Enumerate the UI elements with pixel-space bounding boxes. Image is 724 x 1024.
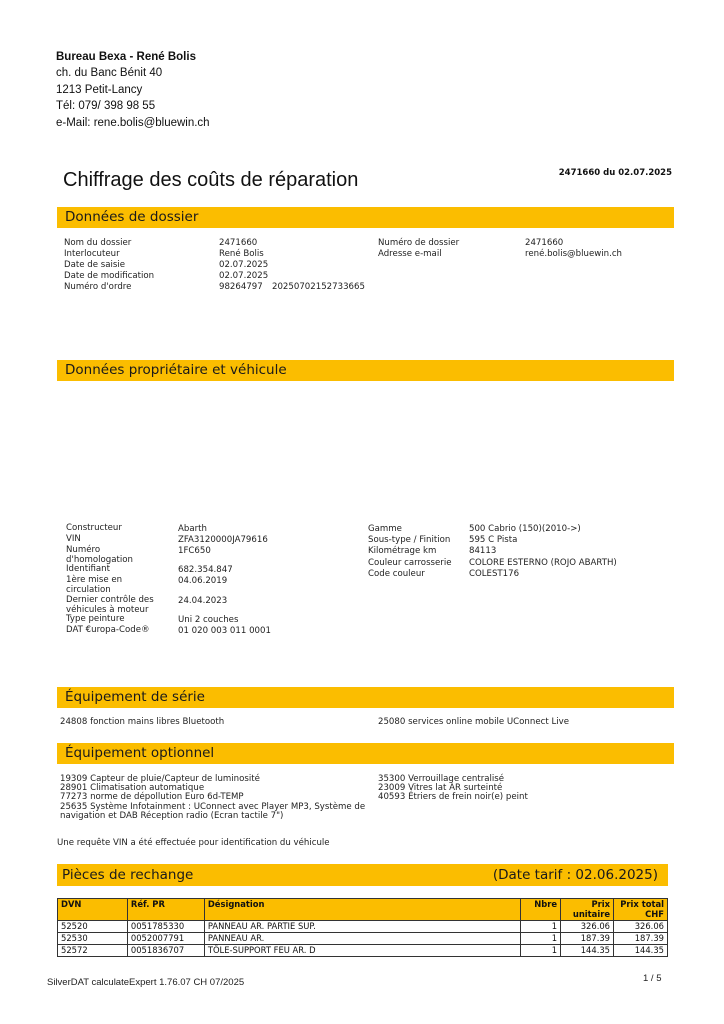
cell-prix-total: 326.06 xyxy=(614,921,668,933)
section-equipement-optionnel-heading: Équipement optionnel xyxy=(57,743,674,764)
field-value: 02.07.2025 xyxy=(219,260,269,270)
field-label: Date de modification xyxy=(64,271,155,281)
column-header-dvn: DVN xyxy=(58,899,128,921)
equipement-optionnel-right xyxy=(378,775,528,803)
field-value: 24.04.2023 xyxy=(178,596,228,606)
cell-prix-unitaire: 144.35 xyxy=(561,945,614,957)
column-header-ref: Réf. PR xyxy=(127,899,204,921)
field-value: 84113 xyxy=(469,546,497,556)
equipement-optionnel-item: 28901 Climatisation automatique xyxy=(60,783,205,794)
field-value: Uni 2 couches xyxy=(178,615,239,625)
column-header-prix-total xyxy=(614,899,668,921)
cell-designation: PANNEAU AR. PARTIE SUP. xyxy=(204,921,520,933)
header-line: Prix total xyxy=(620,899,664,909)
field-label: Identifiant xyxy=(66,564,110,574)
letterhead xyxy=(56,49,210,131)
field-value: rené.bolis@bluewin.ch xyxy=(525,249,622,259)
field-value: 01 020 003 011 0001 xyxy=(178,626,271,636)
field-label: Sous-type / Finition xyxy=(368,535,451,545)
cell-ref: 0051836707 xyxy=(127,945,204,957)
equipement-serie-item: 25080 services online mobile UConnect Live xyxy=(378,717,569,727)
section-pieces-heading xyxy=(57,864,668,886)
field-value: 2471660 xyxy=(525,238,564,248)
cell-prix-unitaire: 187.39 xyxy=(561,933,614,945)
cell-designation: TÔLE-SUPPORT FEU AR. D xyxy=(204,945,520,957)
field-label: DAT €uropa-Code® xyxy=(66,625,150,635)
field-label: Constructeur xyxy=(66,523,122,533)
field-value-secondary: 20250702152733665 xyxy=(272,282,365,292)
field-value: COLORE ESTERNO (ROJO ABARTH) xyxy=(469,558,617,568)
section-vehicle-heading: Données propriétaire et véhicule xyxy=(57,360,674,381)
equipement-optionnel-item: navigation et DAB Réception radio (Ecran tactile 7") xyxy=(60,810,284,821)
header-line: Prix xyxy=(591,899,611,909)
document-reference: 2471660 du 02.07.2025 xyxy=(558,168,672,178)
field-label: Numéro de dossier xyxy=(378,238,460,248)
address-city: 1213 Petit-Lancy xyxy=(56,83,143,96)
field-label: Dernier contrôle des véhicules à moteur xyxy=(66,595,154,615)
address-street: ch. du Banc Bénit 40 xyxy=(56,67,163,80)
equipement-optionnel-item: 25635 Système Infotainment : UConnect avec Player MP3, Système de xyxy=(60,801,366,812)
table-row xyxy=(58,945,668,957)
column-header-designation: Désignation xyxy=(204,899,520,921)
field-value: COLEST176 xyxy=(469,569,520,579)
field-value: 04.06.2019 xyxy=(178,576,228,586)
field-label: Couleur carrosserie xyxy=(368,558,452,568)
field-value: ZFA3120000JA79616 xyxy=(178,535,268,545)
phone: Tél: 079/ 398 98 55 xyxy=(56,100,156,113)
pieces-date-tarif: (Date tarif : 02.06.2025) xyxy=(492,867,658,883)
cell-ref: 0052007791 xyxy=(127,933,204,945)
parts-table xyxy=(57,898,668,957)
field-value: 02.07.2025 xyxy=(219,271,269,281)
footer-software: SilverDAT calculateExpert 1.76.07 CH 07/2025 xyxy=(47,977,245,988)
field-label: Adresse e-mail xyxy=(378,249,442,259)
field-label: Nom du dossier xyxy=(64,238,132,248)
equipement-optionnel-left xyxy=(60,775,365,821)
field-label: Type peinture xyxy=(66,614,125,624)
equipement-optionnel-item: 19309 Capteur de pluie/Capteur de luminosité xyxy=(60,774,260,784)
column-header-prix-unitaire xyxy=(561,899,614,921)
equipement-optionnel-item: 23009 Vitres lat AR surteinté xyxy=(378,783,503,794)
vin-request-note: Une requête VIN a été effectuée pour identification du véhicule xyxy=(57,838,330,848)
company-name: Bureau Bexa - René Bolis xyxy=(56,51,196,63)
field-value: 2471660 xyxy=(219,238,258,248)
field-label: Numéro d'homologation xyxy=(66,545,133,565)
field-label: Interlocuteur xyxy=(64,249,120,259)
cell-ref: 0051785330 xyxy=(127,921,204,933)
equipement-optionnel-item: 40593 Étriers de frein noir(e) peint xyxy=(378,792,528,803)
field-label: Code couleur xyxy=(368,569,425,579)
pieces-title: Pièces de rechange xyxy=(62,867,194,883)
cell-dvn: 52572 xyxy=(58,945,128,957)
field-label: Gamme xyxy=(368,524,402,534)
cell-prix-total: 187.39 xyxy=(614,933,668,945)
equipement-optionnel-item: 35300 Verrouillage centralisé xyxy=(378,774,505,784)
field-label: 1ère mise en circulation xyxy=(66,575,123,595)
field-value: 682.354.847 xyxy=(178,565,233,575)
email: e-Mail: rene.bolis@bluewin.ch xyxy=(56,116,210,129)
field-label: Numéro d'ordre xyxy=(64,282,132,292)
page-title: Chiffrage des coûts de réparation xyxy=(63,169,359,191)
table-row xyxy=(58,933,668,945)
section-equipement-serie-heading: Équipement de série xyxy=(57,687,674,708)
header-line: unitaire xyxy=(572,908,611,919)
field-label: VIN xyxy=(66,534,81,544)
field-value: René Bolis xyxy=(219,249,264,259)
header-line: CHF xyxy=(645,908,664,919)
cell-prix-total: 144.35 xyxy=(614,945,668,957)
cell-nbre: 1 xyxy=(521,921,561,933)
field-value: 595 C Pista xyxy=(469,535,518,545)
section-dossier-heading: Données de dossier xyxy=(57,207,674,228)
equipement-optionnel-item: 77273 norme de dépollution Euro 6d-TEMP xyxy=(60,792,244,803)
page-number: 1 / 5 xyxy=(643,973,662,984)
cell-nbre: 1 xyxy=(521,933,561,945)
column-header-nbre: Nbre xyxy=(521,899,561,921)
field-label: Kilométrage km xyxy=(368,546,437,556)
field-label: Date de saisie xyxy=(64,260,126,270)
equipement-serie-item: 24808 fonction mains libres Bluetooth xyxy=(60,717,225,727)
cell-prix-unitaire: 326.06 xyxy=(561,921,614,933)
cell-dvn: 52520 xyxy=(58,921,128,933)
cell-nbre: 1 xyxy=(521,945,561,957)
field-value: Abarth xyxy=(178,524,207,534)
table-row xyxy=(58,921,668,933)
cell-dvn: 52530 xyxy=(58,933,128,945)
cell-designation: PANNEAU AR. xyxy=(204,933,520,945)
parts-table-header xyxy=(58,899,668,921)
field-value: 1FC650 xyxy=(178,546,211,556)
field-value: 500 Cabrio (150)(2010->) xyxy=(469,524,581,534)
field-value: 98264797 xyxy=(219,282,263,292)
